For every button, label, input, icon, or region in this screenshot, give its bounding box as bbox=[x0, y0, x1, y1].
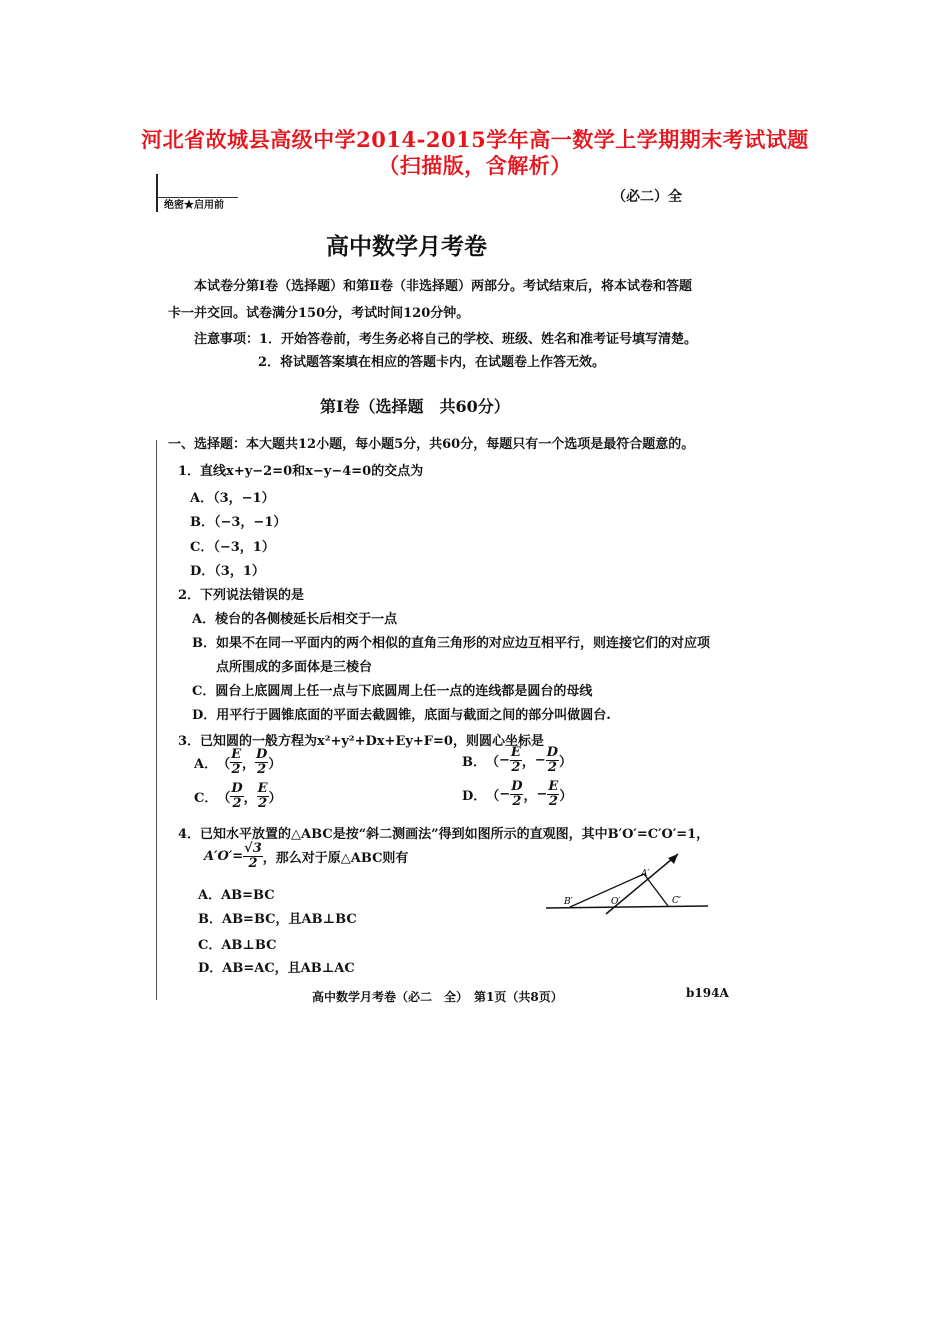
q4-fig-label-a: A′ bbox=[641, 869, 650, 879]
q3-option-a: A．（ $\frac{E}{2}$ ， $\frac{D}{2}$ ） bbox=[194, 747, 282, 777]
q4-option-c: C．AB⊥BC bbox=[198, 938, 277, 953]
q4-option-b: B．AB=BC，且AB⊥BC bbox=[198, 912, 357, 927]
section1-instruction: 一、选择题：本大题共12小题，每小题5分，共60分，每题只有一个选项是最符合题意的。 bbox=[168, 437, 695, 452]
page-code: b194A bbox=[686, 986, 729, 1000]
q1-option-a: A．（3，−1） bbox=[190, 491, 275, 506]
q1-option-b: B．（−3，−1） bbox=[190, 515, 287, 530]
q3-b-frac2: $\frac{D}{2}$ bbox=[546, 745, 559, 775]
q4-option-d: D．AB=AC，且AB⊥AC bbox=[198, 961, 355, 976]
scan-left-border-mid bbox=[156, 440, 157, 1000]
intro-line2: 卡一并交回。试卷满分150分，考试时间120分钟。 bbox=[168, 306, 470, 321]
q3-option-b: B．（− $\frac{E}{2}$ ，− $\frac{D}{2}$ ） bbox=[462, 745, 573, 775]
q2-option-a: A．棱台的各侧棱延长后相交于一点 bbox=[192, 612, 398, 627]
q2-option-d: D．用平行于圆锥底面的平面去截圆锥，底面与截面之间的部分叫做圆台. bbox=[192, 708, 611, 723]
secret-label: 绝密★启用前 bbox=[164, 200, 224, 211]
q2-option-b-line1: B．如果不在同一平面内的两个相似的直角三角形的对应边互相平行，则连接它们的对应项 bbox=[192, 636, 710, 651]
q3-a-frac1: $\frac{E}{2}$ bbox=[231, 747, 242, 777]
q4-fig-arrow-head bbox=[668, 854, 678, 864]
q3-c-frac2: $\frac{E}{2}$ bbox=[257, 781, 268, 811]
document-subtitle: （扫描版，含解析） bbox=[378, 153, 572, 178]
q3-c-frac1: $\frac{D}{2}$ bbox=[231, 781, 243, 811]
q4-line2: A′O′= $\frac{√3}{2}$ ，那么对于原△ABC则有 bbox=[204, 841, 409, 871]
q4-sqrt3-over-2: $\frac{√3}{2}$ bbox=[244, 841, 262, 871]
q3-option-d: D．（− $\frac{D}{2}$ ，− $\frac{E}{2}$ ） bbox=[462, 779, 573, 809]
document-title: 河北省故城县高级中学2014-2015学年高一数学上学期期末考试试题 bbox=[141, 127, 809, 152]
q2-option-b-line2: 点所围成的多面体是三棱台 bbox=[216, 660, 373, 675]
q3-a-frac2: $\frac{D}{2}$ bbox=[256, 747, 268, 777]
q2-stem: 2．下列说法错误的是 bbox=[178, 588, 305, 603]
notes-line2: 2．将试题答案填在相应的答题卡内，在试题卷上作答无效。 bbox=[258, 355, 606, 370]
q3-option-c: C．（ $\frac{D}{2}$ ， $\frac{E}{2}$ ） bbox=[194, 781, 282, 811]
q3-d-label: D． bbox=[462, 788, 487, 804]
scope-label: （必二）全 bbox=[612, 189, 682, 205]
q4-oblique-figure bbox=[540, 846, 720, 916]
exam-title: 高中数学月考卷 bbox=[326, 233, 487, 260]
q4-fig-label-c: C′ bbox=[672, 896, 681, 906]
q4-fig-label-b: B′ bbox=[564, 897, 573, 907]
q4-fig-side-ab bbox=[570, 874, 644, 907]
q3-b-label: B． bbox=[462, 754, 486, 770]
q4-stem: 4．已知水平放置的△ABC是按“斜二测画法”得到如图所示的直观图，其中B′O′=C′O′=1， bbox=[178, 827, 710, 842]
q3-stem: 3．已知圆的一般方程为x²+y²+Dx+Ey+F=0，则圆心坐标是 bbox=[178, 734, 544, 749]
notes-line1: 注意事项：1．开始答卷前，考生务必将自己的学校、班级、姓名和准考证号填写清楚。 bbox=[194, 332, 698, 347]
q3-c-label: C． bbox=[194, 790, 218, 806]
q3-d-frac2: $\frac{E}{2}$ bbox=[548, 779, 559, 809]
page-footer: 高中数学月考卷（必二 全） 第1页（共8页） bbox=[312, 990, 563, 1004]
q1-option-d: D．（3，1） bbox=[190, 564, 265, 579]
q3-d-frac1: $\frac{D}{2}$ bbox=[511, 779, 523, 809]
scan-left-border-top bbox=[156, 174, 158, 212]
q4-fig-label-o: O′ bbox=[611, 897, 621, 907]
q4-option-a: A．AB=BC bbox=[198, 888, 275, 903]
section1-title: 第Ⅰ卷（选择题 共60分） bbox=[320, 397, 510, 416]
q3-b-frac1: $\frac{E}{2}$ bbox=[510, 745, 521, 775]
q1-stem: 1．直线x+y−2=0和x−y−4=0的交点为 bbox=[178, 464, 424, 479]
q1-option-c: C．（−3，1） bbox=[190, 540, 275, 555]
intro-line1: 本试卷分第Ⅰ卷（选择题）和第Ⅱ卷（非选择题）两部分。考试结束后，将本试卷和答题 bbox=[194, 279, 693, 294]
q3-a-label: A． bbox=[194, 756, 218, 772]
q2-option-c: C．圆台上底圆周上任一点与下底圆周上任一点的连线都是圆台的母线 bbox=[192, 684, 593, 699]
